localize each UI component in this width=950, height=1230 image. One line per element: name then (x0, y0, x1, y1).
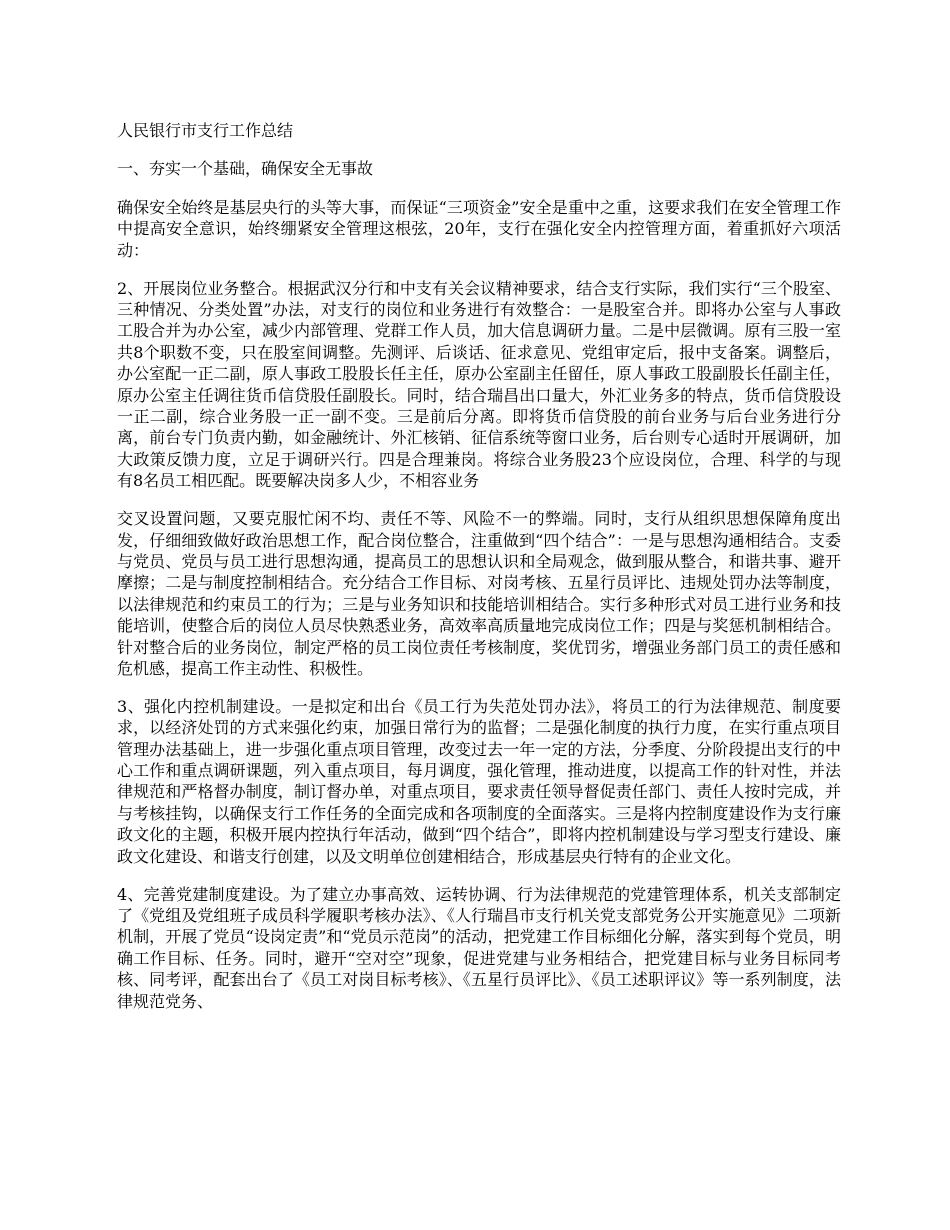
paragraph-item-2: 2、开展岗位业务整合。根据武汉分行和中支有关会议精神要求，结合支行实际，我们实行“三个股室、三种情况、分类处置”办法，对支行的岗位和业务进行有效整合：一是股室合并。即将办公室与人事政工股合并为办公室，减少内部管理、党群工作人员，加大信息调研力量。二是中层微调。原有三股一室共8个职数不变，只在股室间调整。先测评、后谈话、征求意见、党组审定后，报中支备案。调整后，办公室配一正二副，原人事政工股股长任主任，原办公室副主任留任，原人事政工股副股长任副主任，原办公室主任调往货币信贷股任副股长。同时，结合瑞昌出口量大，外汇业务多的特点，货币信贷股设一正二副，综合业务股一正一副不变。三是前后分离。即将货币信贷股的前台业务与后台业务进行分离，前台专门负责内勤，如金融统计、外汇核销、征信系统等窗口业务，后台则专心适时开展调研，加大政策反馈力度，立足于调研兴行。四是合理兼岗。将综合业务股23个应设岗位，合理、科学的与现有8名员工相匹配。既要解决岗多人少，不相容业务 (117, 278, 841, 491)
paragraph-item-2-continued: 交叉设置问题，又要克服忙闲不均、责任不等、风险不一的弊端。同时，支行从组织思想保障角度出发，仔细细致做好政治思想工作，配合岗位整合，注重做到“四个结合”：一是与思想沟通相结合。支委与党员、党员与员工进行思想沟通，提高员工的思想认识和全局观念，做到服从整合，和谐共事、避开摩擦；二是与制度控制相结合。充分结合工作目标、对岗考核、五星行员评比、违规处罚办法等制度，以法律规范和约束员工的行为；三是与业务知识和技能培训相结合。实行多种形式对员工进行业务和技能培训，使整合后的岗位人员尽快熟悉业务，高效率高质量地完成岗位工作；四是与奖惩机制相结合。针对整合后的业务岗位，制定严格的员工岗位责任考核制度，奖优罚劣，增强业务部门员工的责任感和危机感，提高工作主动性、积极性。 (117, 509, 841, 678)
document-title: 人民银行市支行工作总结 (117, 121, 294, 140)
paragraph-intro: 确保安全始终是基层央行的头等大事，而保证“三项资金”安全是重中之重，这要求我们在安全管理工作中提高安全意识，始终绷紧安全管理这根弦，20年，支行在强化安全内控管理方面，着重抓好六项活动： (117, 197, 841, 260)
section-heading: 一、夯实一个基础，确保安全无事故 (117, 159, 374, 179)
paragraph-item-4: 4、完善党建制度建设。为了建立办事高效、运转协调、行为法律规范的党建管理体系，机关支部制定了《党组及党组班子成员科学履职考核办法》、《人行瑞昌市支行机关党支部党务公开实施意见》二项新机制，开展了党员“设岗定责”和“党员示范岗”的活动，把党建工作目标细化分解，落实到每个党员，明确工作目标、任务。同时，避开“空对空”现象，促进党建与业务相结合，把党建目标与业务目标同考核、同考评，配套出台了《员工对岗目标考核》、《五星行员评比》、《员工述职评议》等一系列制度，法律规范党务、 (117, 884, 841, 1011)
paragraph-item-3: 3、强化内控机制建设。一是拟定和出台《员工行为失范处罚办法》，将员工的行为法律规范、制度要求，以经济处罚的方式来强化约束，加强日常行为的监督；二是强化制度的执行力度，在实行重点项目管理办法基础上，进一步强化重点项目管理，改变过去一年一定的方法，分季度、分阶段提出支行的中心工作和重点调研课题，列入重点项目，每月调度，强化管理，推动进度，以提高工作的针对性，并法律规范和严格督办制度，制订督办单，对重点项目，要求责任领导督促责任部门、责任人按时完成，并与考核挂钩，以确保支行工作任务的全面完成和各项制度的全面落实。三是将内控制度建设作为支行廉政文化的主题，积极开展内控执行年活动，做到“四个结合”，即将内控机制建设与学习型支行建设、廉政文化建设、和谐支行创建，以及文明单位创建相结合，形成基层央行特有的企业文化。 (117, 696, 841, 866)
document-body (117, 120, 841, 1029)
